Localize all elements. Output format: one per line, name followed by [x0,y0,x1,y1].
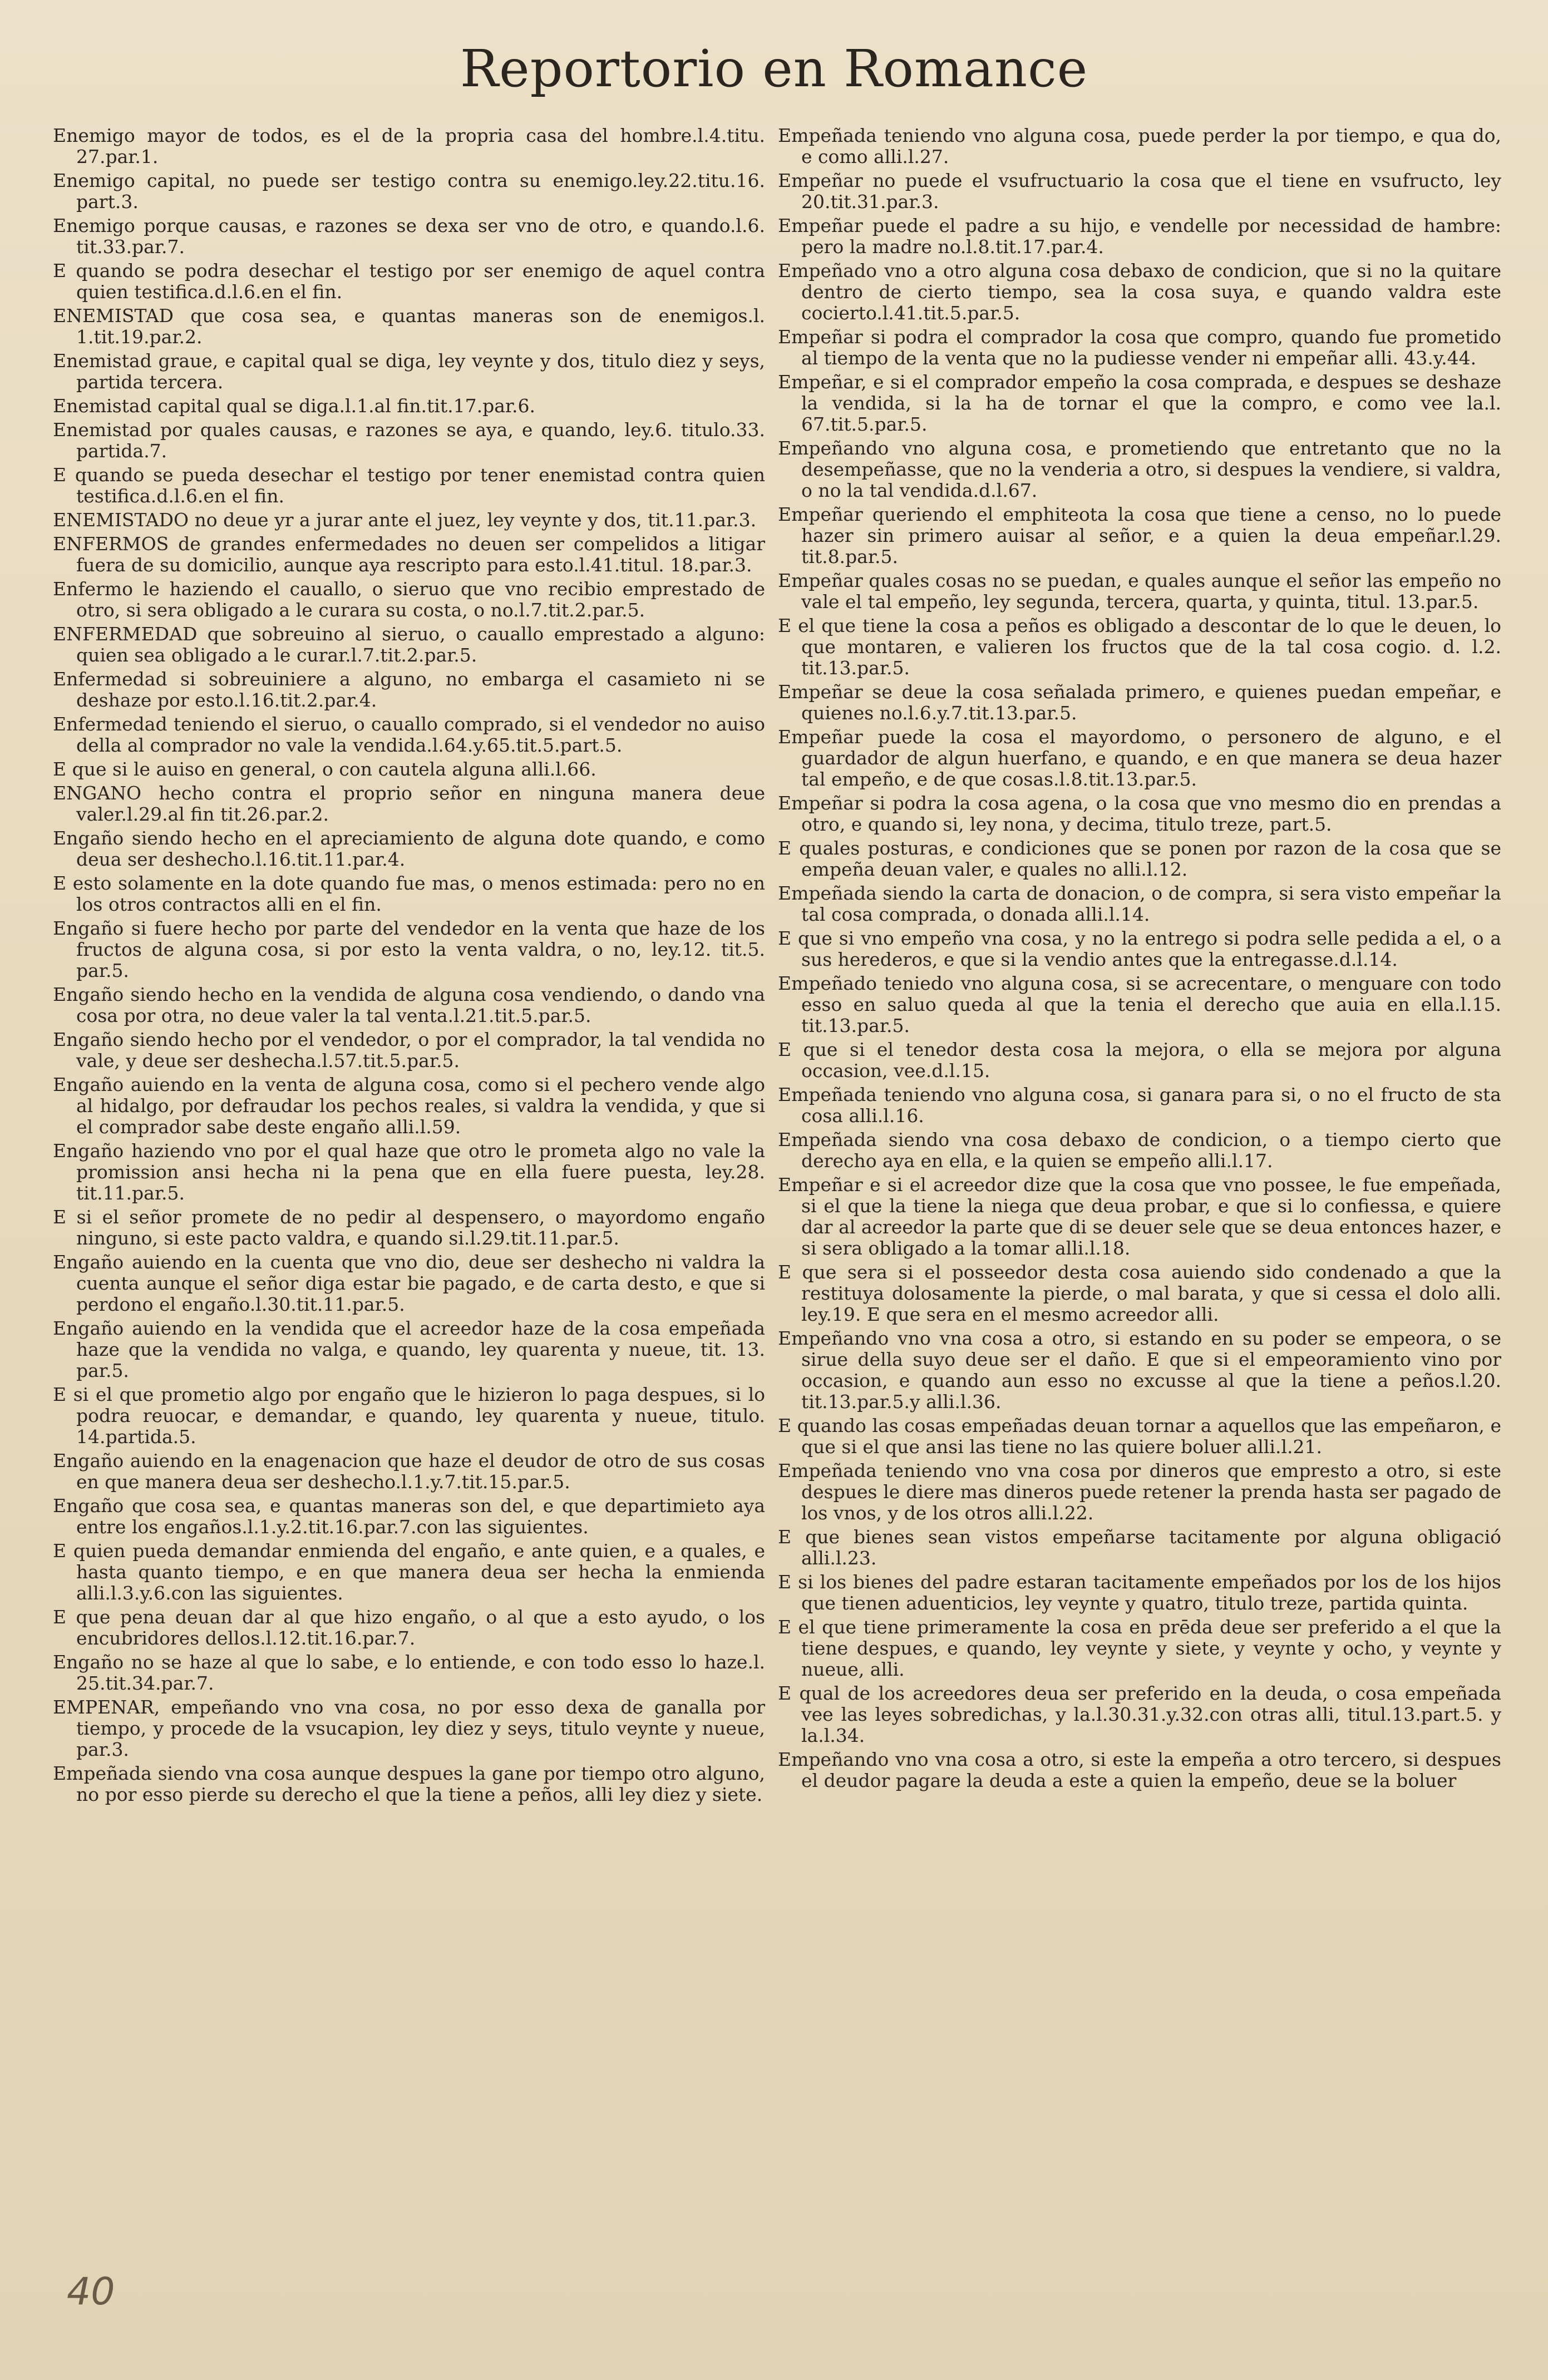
index-entry: E quando se podra desechar el testigo por ser enemigo de aquel contra quien testifica.d.l.6.en el fin. [53,260,765,303]
index-entry: Engaño auiendo en la enagenacion que haze el deudor de otro de sus cosas en que manera deua ser deshecho.l.1.y.7.tit.15.par.5. [53,1450,765,1493]
index-entry: E que sera si el posseedor desta cosa auiendo sido condenado a que la restituya dolosamente la pierde, o mal barata, y que si cessa el dolo alli. ley.19. E que sera en el mesmo acreedor alli. [778,1261,1501,1325]
index-entry: Empeñar e si el acreedor dize que la cosa que vno possee, le fue empeñada, si el que la tiene la niega que deua probar, e que si lo confiessa, e quiere dar al acreedor la parte que di se deuer sele que se deua entonces hazer, e si sera obligado a la tomar alli.l.18. [778,1174,1501,1259]
index-entry: Empeñada siendo vna cosa aunque despues la gane por tiempo otro alguno, no por esso pierde su derecho el que la tiene a peños, alli ley diez y siete. [53,1762,765,1805]
index-entry: Engaño auiendo en la cuenta que vno dio, deue ser deshecho ni valdra la cuenta aunque el señor diga estar bie pagado, e de carta desto, e que si perdono el engaño.l.30.tit.11.par.5. [53,1251,765,1315]
index-entry: Empeñar si podra la cosa agena, o la cosa que vno mesmo dio en prendas a otro, e quando si, ley nona, y decima, titulo treze, part.5. [778,792,1501,835]
index-entry: E el que tiene primeramente la cosa en prēda deue ser preferido a el que la tiene despues, e quando, ley veynte y siete, y veynte y ocho, y veynte y nueue, alli. [778,1616,1501,1680]
index-entry: E el que tiene la cosa a peños es obligado a descontar de lo que le deuen, lo que montaren, e valieren los fructos que de la tal cosa cogio. d. l.2. tit.13.par.5. [778,615,1501,679]
index-entry: Engaño si fuere hecho por parte del vendedor en la venta que haze de los fructos de alguna cosa, si por esto la venta valdra, o no, ley.12. tit.5. par.5. [53,917,765,981]
index-entry: E si los bienes del padre estaran tacitamente empeñados por los de los hijos que tienen aduenticios, ley veynte y quatro, titulo treze, partida quinta. [778,1571,1501,1614]
index-entry: Enfermedad teniendo el sieruo, o cauallo comprado, si el vendedor no auiso della al comprador no vale la vendida.l.64.y.65.tit.5.part.5. [53,713,765,756]
index-entry: Engaño siendo hecho en el apreciamiento de alguna dote quando, e como deua ser deshecho.l.16.tit.11.par.4. [53,827,765,870]
index-entry: Empeñando vno vna cosa a otro, si este la empeña a otro tercero, si despues el deudor pagare la deuda a este a quien la empeño, deue se la boluer [778,1749,1501,1791]
index-entry: Engaño no se haze al que lo sabe, e lo entiende, e con todo esso lo haze.l. 25.tit.34.par.7. [53,1651,765,1694]
index-entry: Engaño auiendo en la vendida que el acreedor haze de la cosa empeñada haze que la vendida no valga, e quando, ley quarenta y nueue, tit. 13. par.5. [53,1317,765,1381]
index-entry: Engaño haziendo vno por el qual haze que otro le prometa algo no vale la promission ansi hecha ni la pena que en ella fuere puesta, ley.28. tit.11.par.5. [53,1140,765,1204]
index-entry: E quando las cosas empeñadas deuan tornar a aquellos que las empeñaron, e que si el que ansi las tiene no las quiere boluer alli.l.21. [778,1415,1501,1458]
index-entry: E quando se pueda desechar el testigo por tener enemistad contra quien testifica.d.l.6.en el fin. [53,464,765,507]
index-entry: ENEMISTADO no deue yr a jurar ante el juez, ley veynte y dos, tit.11.par.3. [53,509,757,531]
index-entry: Enemistad graue, e capital qual se diga, ley veynte y dos, titulo diez y seys, partida tercera. [53,350,765,393]
index-entry: E quales posturas, e condiciones que se ponen por razon de la cosa que se empeña deuan valer, e quales no alli.l.12. [778,837,1501,880]
index-entry: E que bienes sean vistos empeñarse tacitamente por alguna obligació alli.l.23. [778,1526,1501,1569]
index-entry: Engaño siendo hecho en la vendida de alguna cosa vendiendo, o dando vna cosa por otra, no deue valer la tal venta.l.21.tit.5.par.5. [53,984,765,1026]
index-entry: Empeñar se deue la cosa señalada primero, e quienes puedan empeñar, e quienes no.l.6.y.7.tit.13.par.5. [778,681,1501,724]
index-entry: E que pena deuan dar al que hizo engaño, o al que a esto ayudo, o los encubridores dellos.l.12.tit.16.par.7. [53,1606,765,1649]
index-entry: Empeñar, e si el comprador empeño la cosa comprada, e despues se deshaze la vendida, si la ha de tornar el que la compro, e como vee la.l. 67.tit.5.par.5. [778,371,1501,435]
index-entry: Empeñar no puede el vsufructuario la cosa que el tiene en vsufructo, ley 20.tit.31.par.3. [778,170,1501,213]
index-entry: Empeñar puede el padre a su hijo, e vendelle por necessidad de hambre: pero la madre no.l.8.tit.17.par.4. [778,215,1501,258]
index-entry: Empeñar puede la cosa el mayordomo, o personero de alguno, e el guardador de algun huerfano, e quando, e en que manera se deua hazer tal empeño, e de que cosas.l.8.tit.13.par.5. [778,726,1501,790]
index-entry: Enemigo capital, no puede ser testigo contra su enemigo.ley.22.titu.16. part.3. [53,170,765,213]
index-entry: Empeñando vno alguna cosa, e prometiendo que entretanto que no la desempeñasse, que no la venderia a otro, si despues la vendiere, si valdra, o no la tal vendida.d.l.67. [778,437,1501,501]
handwritten-page-number: 40 [67,2270,115,2314]
index-entry: Enemigo porque causas, e razones se dexa ser vno de otro, e quando.l.6. tit.33.par.7. [53,215,765,258]
index-entry: Empeñado teniedo vno alguna cosa, si se acrecentare, o menguare con todo esso en saluo queda al que la tenia el derecho que auia en ella.l.15. tit.13.par.5. [778,972,1501,1036]
index-entry: E qual de los acreedores deua ser preferido en la deuda, o cosa empeñada vee las leyes sobredichas, y la.l.30.31.y.32.con otras alli, titul.13.part.5. y la.l.34. [778,1682,1501,1746]
page-title: Reportorio en Romance [460,39,1088,98]
index-entry: ENFERMEDAD que sobreuino al sieruo, o cauallo emprestado a alguno: quien sea obligado a le curar.l.7.tit.2.par.5. [53,623,765,666]
index-entry: E si el señor promete de no pedir al despensero, o mayordomo engaño ninguno, si este pacto valdra, e quando si.l.29.tit.11.par.5. [53,1206,765,1249]
index-entry: ENEMISTAD que cosa sea, e quantas maneras son de enemigos.l. 1.tit.19.par.2. [53,305,765,348]
index-entry: Empeñada teniendo vno alguna cosa, puede perder la por tiempo, e qua do, e como alli.l.27. [778,125,1501,167]
index-entry: ENFERMOS de grandes enfermedades no deuen ser compelidos a litigar fuera de su domicilio, aunque aya rescripto para esto.l.41.titul. 18.par.3. [53,533,765,576]
index-entry: Empeñada teniendo vno alguna cosa, si ganara para si, o no el fructo de sta cosa alli.l.16. [778,1084,1501,1127]
index-entry: Enemigo mayor de todos, es el de la propria casa del hombre.l.4.titu. 27.par.1. [53,125,765,167]
index-entry: Enemistad capital qual se diga.l.1.al fin.tit.17.par.6. [53,395,536,417]
index-entry: Enfermo le haziendo el cauallo, o sieruo que vno recibio emprestado de otro, si sera obligado a le curara su costa, o no.l.7.tit.2.par.5. [53,578,765,621]
index-entry: EMPENAR, empeñando vno vna cosa, no por esso dexa de ganalla por tiempo, y procede de la vsucapion, ley diez y seys, titulo veynte y nueue, par.3. [53,1696,765,1760]
index-entry: Empeñar quales cosas no se puedan, e quales aunque el señor las empeño no vale el tal empeño, ley segunda, tercera, quarta, y quinta, titul. 13.par.5. [778,570,1501,613]
index-entry: E quien pueda demandar enmienda del engaño, e ante quien, e a quales, e hasta quanto tiempo, e en que manera deua ser hecha la enmienda alli.l.3.y.6.con las siguientes. [53,1540,765,1604]
index-entry: E que si el tenedor desta cosa la mejora, o ella se mejora por alguna occasion, vee.d.l.15. [778,1039,1501,1082]
index-entry: E esto solamente en la dote quando fue mas, o menos estimada: pero no en los otros contractos alli en el fin. [53,872,765,915]
index-entry: Empeñar queriendo el emphiteota la cosa que tiene a censo, no lo puede hazer sin primero auisar al señor, e a quien la deua empeñar.l.29. tit.8.par.5. [778,503,1501,567]
index-entry: Enemistad por quales causas, e razones se aya, e quando, ley.6. titulo.33. partida.7. [53,419,765,462]
index-entry: E que si le auiso en general, o con cautela alguna alli.l.66. [53,758,596,780]
left-column [53,125,765,1808]
index-entry: Engaño auiendo en la venta de alguna cosa, como si el pechero vende algo al hidalgo, por defraudar los pechos reales, si valdra la vendida, y que si el comprador sabe deste engaño alli.l.59. [53,1074,765,1138]
index-entry: Engaño siendo hecho por el vendedor, o por el comprador, la tal vendida no vale, y deue ser deshecha.l.57.tit.5.par.5. [53,1029,765,1072]
index-entry: Empeñar si podra el comprador la cosa que compro, quando fue prometido al tiempo de la venta que no la pudiesse vender ni empeñar alli. 43.y.44. [778,326,1501,369]
index-entry: Empeñada siendo la carta de donacion, o de compra, si sera visto empeñar la tal cosa comprada, o donada alli.l.14. [778,882,1501,925]
index-entry: Empeñado vno a otro alguna cosa debaxo de condicion, que si no la quitare dentro de cierto tiempo, sea la cosa suya, e quando valdra este cocierto.l.41.tit.5.par.5. [778,260,1501,324]
index-entry: E si el que prometio algo por engaño que le hizieron lo paga despues, si lo podra reuocar, e demandar, e quando, ley quarenta y nueue, titulo. 14.partida.5. [53,1384,765,1448]
index-entry: ENGANO hecho contra el proprio señor en ninguna manera deue valer.l.29.al fin tit.26.par.2. [53,782,765,825]
index-entry: Engaño que cosa sea, e quantas maneras son del, e que departimieto aya entre los engaños.l.1.y.2.tit.16.par.7.con las siguientes. [53,1495,765,1538]
index-entry: Enfermedad si sobreuiniere a alguno, no embarga el casamieto ni se deshaze por esto.l.16.tit.2.par.4. [53,668,765,711]
index-entry: Empeñada siendo vna cosa debaxo de condicion, o a tiempo cierto que derecho aya en ella, e la quien se empeño alli.l.17. [778,1129,1501,1172]
index-entry: Empeñando vno vna cosa a otro, si estando en su poder se empeora, o se sirue della suyo deue ser el daño. E que si el empeoramiento vino por occasion, e quando aun esso no excusse al que la tiene a peños.l.20. tit.13.par.5.y alli.l.36. [778,1327,1501,1413]
right-column [778,125,1501,1794]
index-entry: Empeñada teniendo vno vna cosa por dineros que empresto a otro, si este despues le diere mas dineros puede retener la prenda hasta ser pagado de los vnos, y de los otros alli.l.22. [778,1460,1501,1524]
index-entry: E que si vno empeño vna cosa, y no la entrego si podra selle pedida a el, o a sus herederos, e que si la vendio antes que la entregasse.d.l.14. [778,927,1501,970]
